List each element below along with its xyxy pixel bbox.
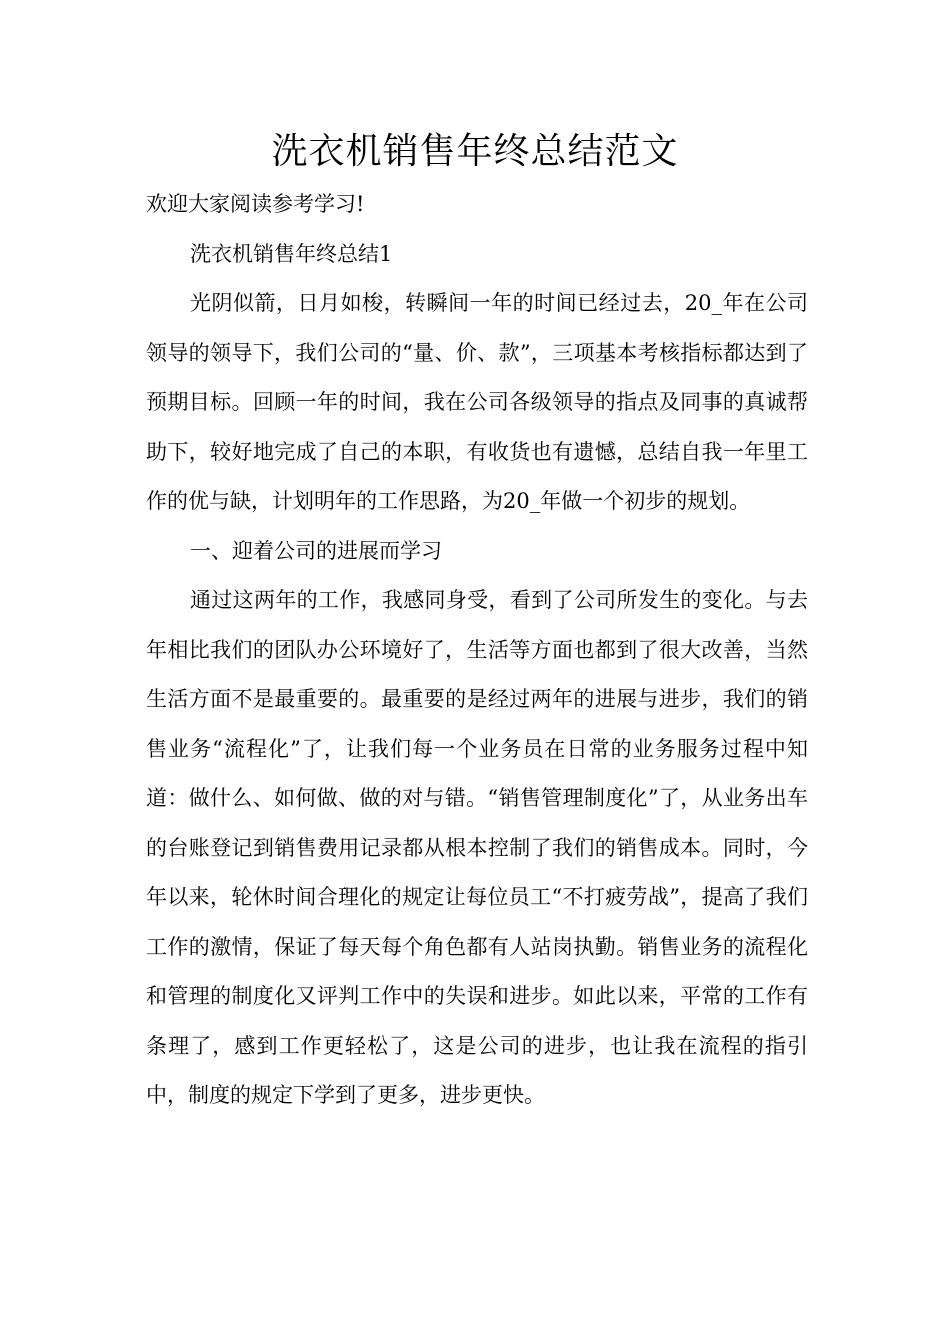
section-heading-1: 洗衣机销售年终总结1 xyxy=(190,241,393,266)
document-title: 洗衣机销售年终总结范文 xyxy=(271,131,679,172)
body-paragraph-2: 通过这两年的工作，我感同身受，看到了公司所发生的变化。与去年相比我们的团队办公环境好了，生活等方面也都到了很大改善，当然生活方面不是最重要的。最重要的是经过两年的进展与进步，我们的销售业务“流程化”了，让我们每一个业务员在日常的业务服务过程中知道：做什么、如何做、做的对与错。“销售管理制度化”了，从业务出车的台账登记到销售费用记录都从根本控制了我们的销售成本。同时，今年以来，轮休时间合理化的规定让每位员工“不打疲劳战”，提高了我们工作的激情，保证了每天每个角色都有人站岗执勤。销售业务的流程化和管理的制度化又评判工作中的失误和进步。如此以来，平常的工作有条理了，感到工作更轻松了，这是公司的进步，也让我在流程的指引中，制度的规定下学到了更多，进步更快。 xyxy=(146,588,808,1107)
body-paragraph-1: 光阴似箭，日月如梭，转瞬间一年的时间已经过去，20_年在公司领导的领导下，我们公司的“量、价、款”，三项基本考核指标都达到了预期目标。回顾一年的时间，我在公司各级领导的指点及同事的真诚帮助下，较好地完成了自己的本职，有收货也有遗憾，总结自我一年里工作的优与缺，计划明年的工作思路，为20_年做一个初步的规划。 xyxy=(146,291,808,513)
subsection-heading-1: 一、迎着公司的进展而学习 xyxy=(190,538,442,563)
document-body xyxy=(146,180,808,1121)
intro-paragraph: 欢迎大家阅读参考学习! xyxy=(146,192,365,216)
